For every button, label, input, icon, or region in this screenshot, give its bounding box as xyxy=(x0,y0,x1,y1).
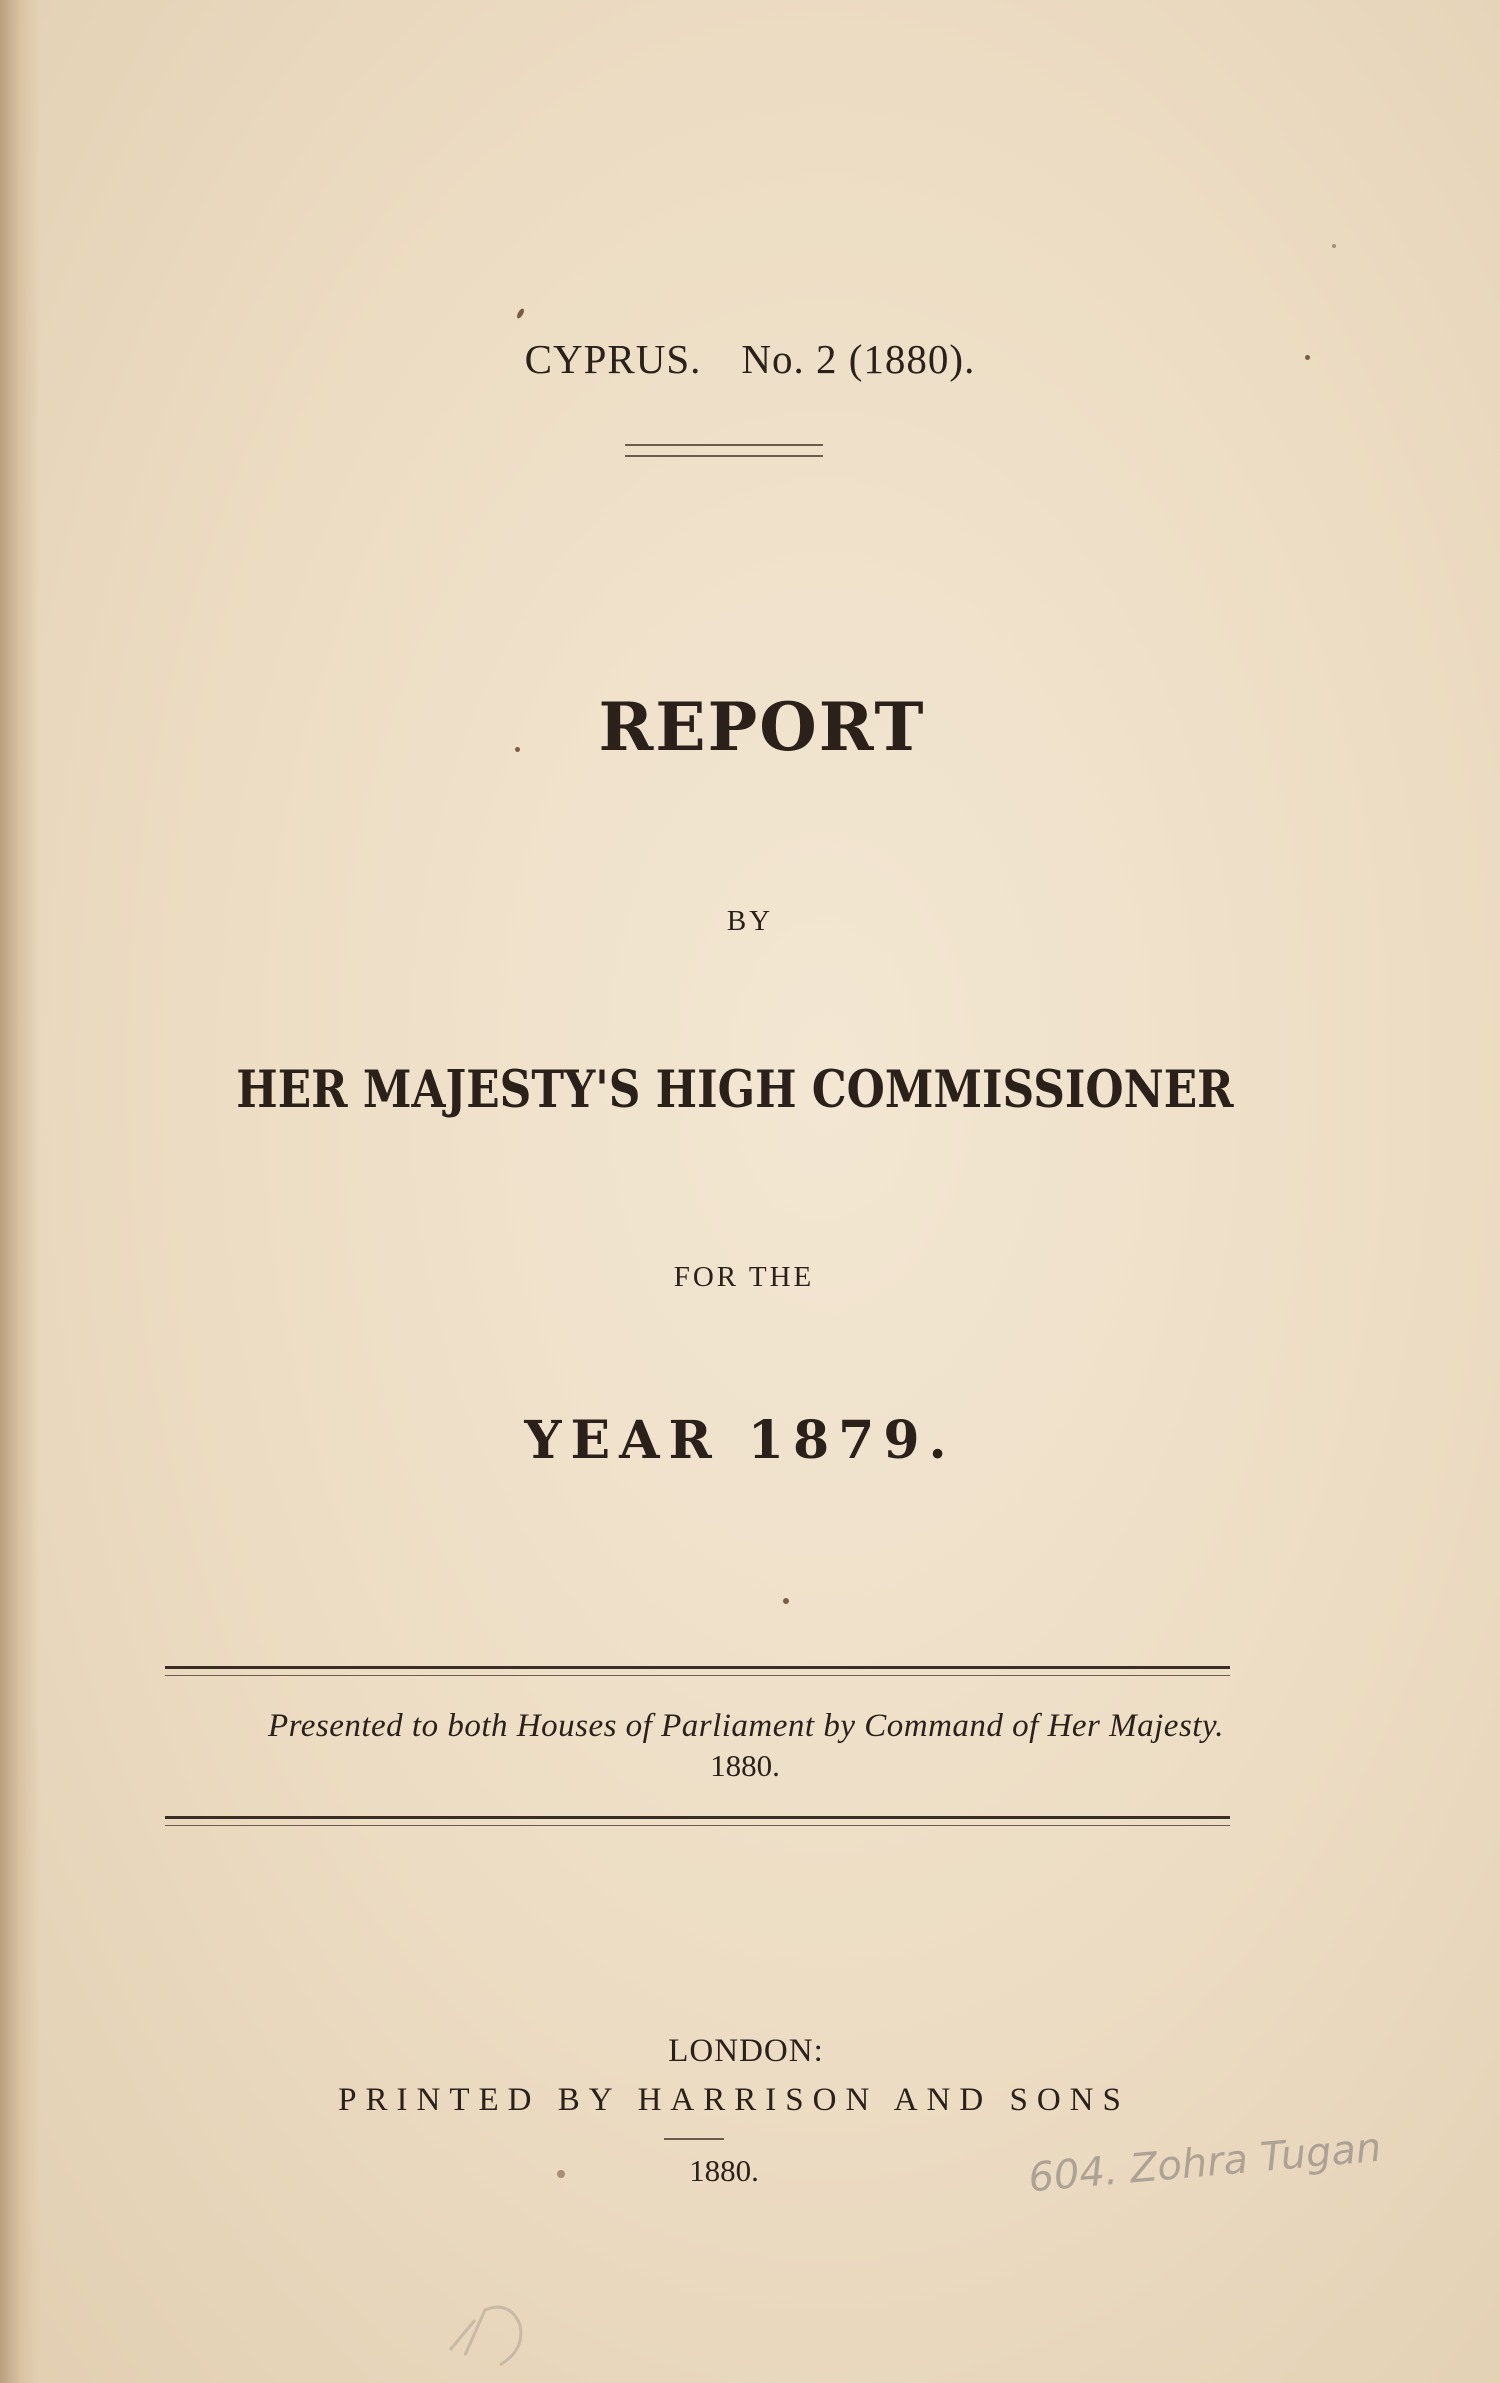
bottom-double-rule xyxy=(165,1816,1230,1826)
top-double-rule xyxy=(165,1666,1230,1676)
pencil-scribble-icon xyxy=(430,2280,550,2380)
series-number: No. 2 (1880). xyxy=(741,336,976,382)
presentation-statement: Presented to both Houses of Parliament by Command of Her Majesty. xyxy=(267,1708,1225,1744)
imprint-printer: PRINTED BY HARRISON AND SONS xyxy=(338,2082,1130,2118)
imprint-rule xyxy=(664,2138,724,2140)
paper-speck xyxy=(1305,355,1310,360)
paper-speck xyxy=(516,307,526,319)
series-name: CYPRUS. xyxy=(524,336,702,382)
paper-speck xyxy=(783,1598,789,1604)
presentation-year: 1880. xyxy=(710,1748,780,1783)
paper-speck xyxy=(557,2170,565,2178)
report-title: REPORT xyxy=(598,688,926,766)
by-line: BY xyxy=(726,905,774,937)
for-the-line: FOR THE xyxy=(673,1261,815,1293)
paper-speck xyxy=(1332,244,1336,248)
report-year: YEAR 1879. xyxy=(524,1410,956,1471)
imprint-city: LONDON: xyxy=(668,2033,824,2069)
imprint-year: 1880. xyxy=(689,2153,759,2188)
pencil-inscription: 604. Zohra Tugan xyxy=(1026,2124,1384,2202)
paper-speck xyxy=(515,747,520,752)
series-heading xyxy=(0,335,1500,383)
double-rule-short xyxy=(625,444,823,457)
office-title: HER MAJESTY'S HIGH COMMISSIONER xyxy=(236,1060,1234,1120)
